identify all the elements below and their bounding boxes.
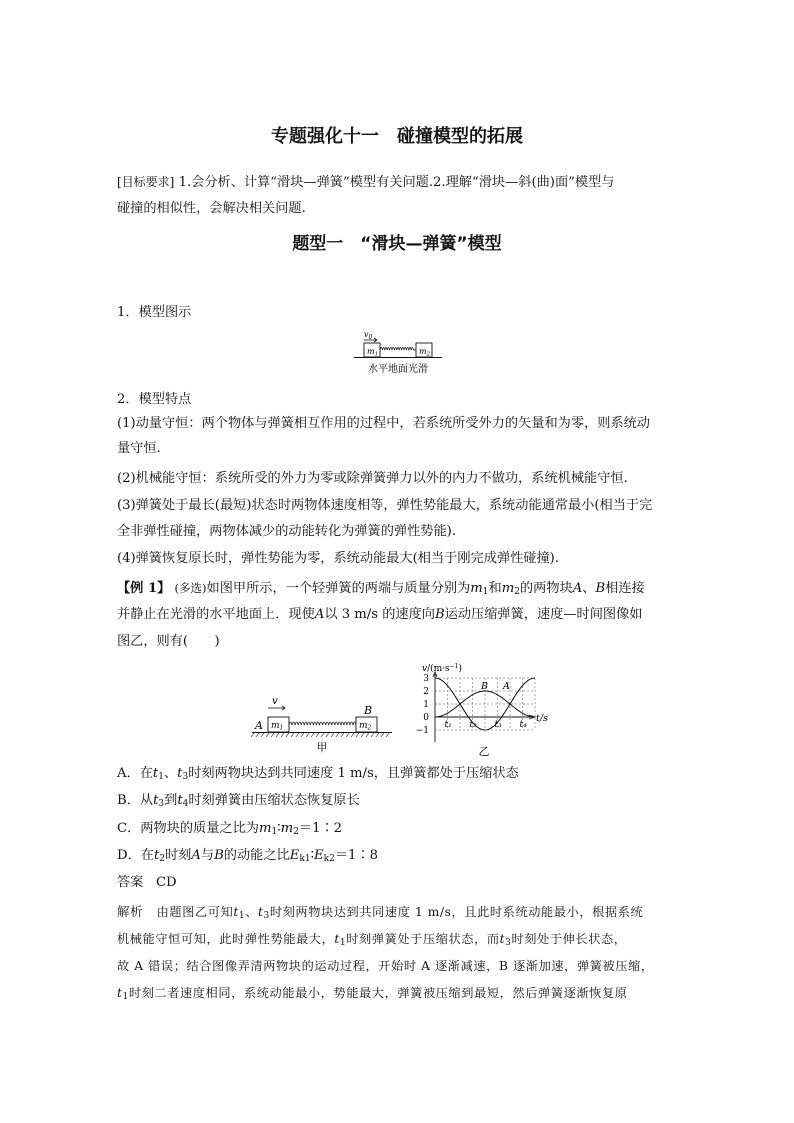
solution-line-3: 故 A 错误；结合图像弄清两物块的运动过程，开始时 A 逐渐减速，B 逐渐加速，弹簧被压缩，	[117, 959, 654, 973]
ground-hatch	[256, 733, 259, 737]
ground-hatch	[281, 733, 284, 737]
curve-b-label: B	[481, 681, 488, 692]
svg-text:m2: m2	[359, 721, 372, 732]
option-a[interactable]: A．在$t_1$、$t_3$时刻两物块达到共同速度 1 m/s，且弹簧都处于压缩状态	[117, 766, 519, 782]
svg-text:m1: m1	[271, 721, 284, 732]
figure-yi-vt-graph	[412, 660, 562, 760]
section-title: 题型一 “滑块—弹簧”模型	[292, 234, 502, 254]
example-line-2: 并静止在光滑的水平地面上．现使A以 3 m/s 的速度向B运动压缩弹簧，速度—时间图像如	[117, 607, 643, 622]
spring	[289, 722, 356, 725]
ground-hatch	[381, 733, 384, 737]
item-2-heading: 2．模型特点	[117, 392, 192, 407]
ground-hatch	[296, 733, 299, 737]
caption-yi: 乙	[478, 745, 490, 758]
ground-hatch	[306, 733, 309, 737]
ground-hatch	[346, 733, 349, 737]
x-axis-label: t/s	[536, 713, 548, 724]
block-m1-label: m1	[367, 347, 379, 358]
ground-hatch	[316, 733, 319, 737]
curve-a-label: A	[503, 681, 510, 692]
y-ticks	[416, 674, 430, 736]
ground-hatch	[261, 733, 264, 737]
answer-line	[117, 871, 679, 895]
ground-hatch	[276, 733, 279, 737]
ground-hatch	[301, 733, 304, 737]
figure-caption: 水平地面光滑	[368, 364, 428, 375]
x-tick-label: t₃	[494, 720, 502, 730]
example-label: 【例 1】	[117, 581, 171, 596]
x-tick-label: t₁	[444, 720, 452, 730]
feature-line: 全非弹性碰撞，两物体减少的动能转化为弹簧的弹性势能).	[117, 524, 457, 539]
ground-hatch	[351, 733, 354, 737]
feature-line: (1)动量守恒：两个物体与弹簧相互作用的过程中，若系统所受外力的矢量和为零，则系统动	[117, 416, 650, 431]
feature-line: (2)机械能守恒：系统所受的外力为零或除弹簧弹力以外的内力不做功，系统机械能守恒.	[117, 471, 628, 486]
feature-line: (3)弹簧处于最长(最短)状态时两物体速度相等，弹性势能最大，系统动能通常最小(相当于完	[117, 498, 653, 513]
answer-value: CD	[155, 875, 177, 890]
feature-line: 量守恒.	[117, 441, 161, 456]
y-axis-label: $v/(m\cdot s^{-1})$	[422, 663, 463, 674]
y-tick-label: 1	[423, 700, 429, 710]
ground-hatch	[311, 733, 314, 737]
y-tick-label: 0	[423, 713, 429, 723]
block-a-label: A	[255, 719, 263, 732]
caption-jia: 甲	[316, 741, 328, 754]
ground-hatch	[376, 733, 379, 737]
ground-hatch	[271, 733, 274, 737]
example-line-3: 图乙，则有( )	[117, 634, 220, 649]
block-m2-label: m2	[419, 347, 431, 358]
ground-hatch	[321, 733, 324, 737]
option-d[interactable]: D．在$t_2$时刻A与B的动能之比$E_{k1}∶E_{k2}=1∶8$	[117, 848, 378, 864]
ground-hatch	[336, 733, 339, 737]
page-title: 专题强化十一 碰撞模型的拓展	[271, 126, 523, 147]
ground-hatch	[286, 733, 289, 737]
example-line-1: 【例 1】 (多选)如图甲所示，一个轻弹簧的两端与质量分别为$m_1$和$m_2$的两物块A、B相连接	[117, 581, 645, 597]
block-b-label: B	[364, 704, 373, 717]
option-c[interactable]: C．两物块的质量之比为$m_1∶m_2=1∶2$	[117, 821, 343, 837]
example-tag: (多选)	[174, 581, 207, 595]
ground-hatch	[291, 733, 294, 737]
ground-hatch	[371, 733, 374, 737]
ground-hatch	[341, 733, 344, 737]
figure-jia	[250, 690, 396, 760]
spring-model-figure	[350, 327, 446, 377]
answer-label: 答案	[117, 875, 144, 890]
ground-hatch	[331, 733, 334, 737]
ground-hatch	[251, 733, 254, 737]
goal-label: [目标要求]	[117, 175, 175, 189]
solution-line-1: 解析 由题图乙可知$t_1$、$t_3$时刻两物块达到共同速度 1 m/s，且此时系统动能最小，根据系统	[117, 904, 644, 921]
ground-hatch	[361, 733, 364, 737]
feature-line: (4)弹簧恢复原长时，弹性势能为零，系统动能最大(相当于刚完成弹性碰撞).	[117, 551, 559, 566]
y-tick-label: −1	[415, 726, 429, 736]
ground-hatch	[326, 733, 329, 737]
x-tick-label: t₄	[519, 720, 527, 730]
v0-label: $v_0$	[364, 330, 373, 341]
y-tick-label: 3	[423, 674, 429, 684]
velocity-label: v	[272, 696, 278, 707]
ground-hatch	[386, 733, 389, 737]
ground-hatch	[356, 733, 359, 737]
solution-line-4: $t_1$时刻二者速度相同，系统动能最小，势能最大，弹簧被压缩到最短，然后弹簧逐渐恢复原	[117, 986, 628, 1002]
goal-line-1: [目标要求] 1.会分析、计算“滑块—弹簧”模型有关问题.2.理解“滑块—斜(曲)面”模型与	[117, 175, 615, 190]
x-tick-label: t₂	[469, 720, 477, 730]
item-1-heading: 1．模型图示	[117, 305, 192, 320]
solution-line-2: 机械能守恒可知，此时弹性势能最大，$t_1$时刻弹簧处于压缩状态，而$t_3$时刻处于伸长状态，	[117, 932, 627, 948]
solution-label: 解析	[117, 904, 144, 919]
spring	[380, 348, 416, 351]
goal-line-2: 碰撞的相似性，会解决相关问题.	[117, 201, 306, 216]
y-tick-label: 2	[423, 687, 429, 697]
option-b[interactable]: B．从$t_3$到$t_4$时刻弹簧由压缩状态恢复原长	[117, 793, 360, 809]
ground-hatch	[366, 733, 369, 737]
ground-hatch	[266, 733, 269, 737]
